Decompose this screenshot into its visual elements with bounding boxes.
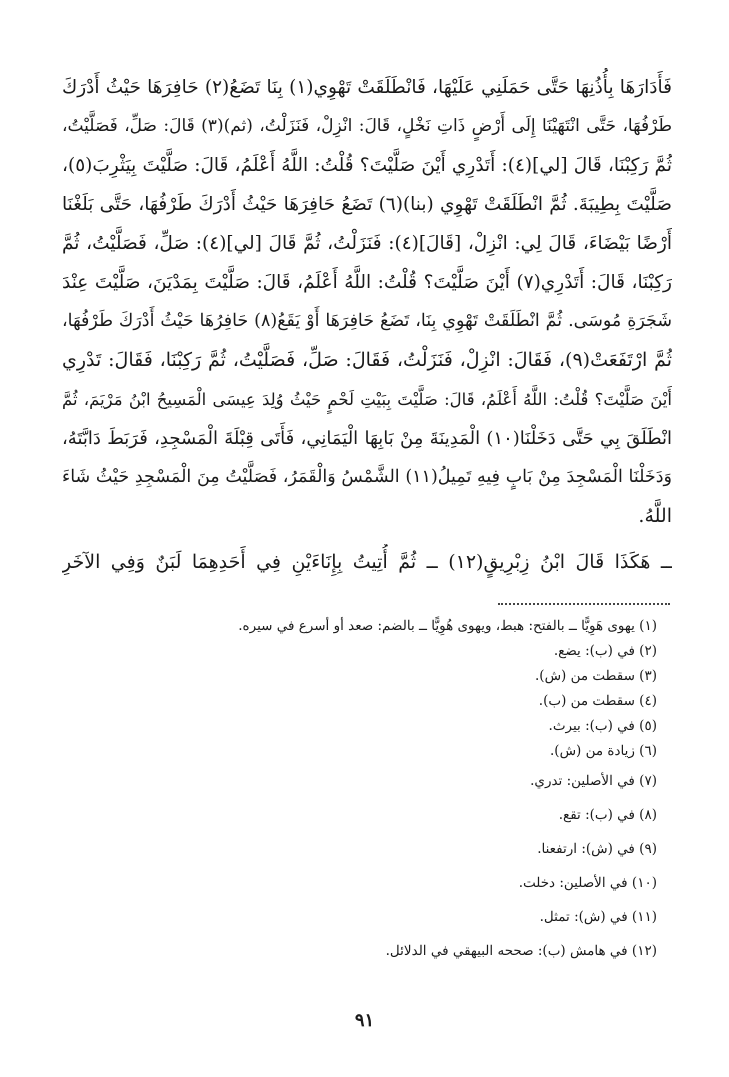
- footnote: (١٠) في الأصلين: دخلت.: [518, 875, 657, 891]
- footnote: (٩) في (ش): ارتفعنا.: [537, 841, 657, 857]
- text-line: شَجَرَةِ مُوسَى. ثُمَّ انْطَلَقَتْ تَهْوِي بِنَا، تَضَعُ حَافِرَهَا أَوْ يَقَعُ(٨) حَافِرُهَا حَيْثُ أَدْرَكَ طَرْفُهَا،: [62, 311, 672, 331]
- footnote: (٦) زيادة من (ش).: [550, 743, 657, 759]
- text-line: ثُمَّ رَكِبْنَا، قَالَ [لي](٤): أَتَدْرِي أَيْنَ صَلَّيْتَ؟ قُلْتُ: اللَّهُ أَعْلَمُ، قَالَ: صَلَّيْتَ بِيَثْرِبَ(٥)،: [62, 155, 672, 176]
- text-line: فَأَدَارَهَا بِأُذُنِهَا حَتَّى حَمَلَنِي عَلَيْهَا، فَانْطَلَقَتْ تَهْوِي(١) بِنَا تَضَعُ(٢) حَافِرَهَا حَيْثُ أَدْرَكَ: [62, 77, 672, 98]
- footnote: (٣) سقطت من (ش).: [535, 668, 657, 684]
- footnote: (٥) في (ب): بيرث.: [548, 718, 657, 734]
- text-line: صَلَّيْتَ بِطِيبَةَ. ثُمَّ انْطَلَقَتْ تَهْوِي (بنا)(٦) تَضَعُ حَافِرَهَا حَيْثُ أَدْرَكَ طَرْفُهَا، حَتَّى بَلَغْنَا: [62, 194, 672, 215]
- footnote: (١٢) في هامش (ب): صححه البيهقي في الدلائل.: [385, 943, 657, 959]
- text-line: رَكِبْنَا، قَالَ: أَتَدْرِي(٧) أَيْنَ صَلَّيْتَ؟ قُلْتُ: اللَّهُ أَعْلَمُ، قَالَ: صَلَّيْتَ بِمَدْيَنَ، صَلَّيْتَ عِنْدَ: [62, 272, 672, 293]
- text-line: انْطَلَقَ بِي حَتَّى دَخَلْنَا(١٠) الْمَدِينَةَ مِنْ بَابِهَا الْيَمَانِي، فَأَتَى قِبْلَةَ الْمَسْجِدِ، فَرَبَطَ دَابَّتَهُ،: [62, 428, 672, 449]
- main-text: [62, 68, 672, 536]
- text-line: طَرْفُهَا، حَتَّى انْتَهَيْنَا إِلَى أَرْضٍ ذَاتِ نَخْلٍ، قَالَ: انْزِلْ، فَنَزَلْتُ، (ثم)(٣) قَالَ: صَلِّ، فَصَلَّيْتُ،: [62, 116, 672, 136]
- text-line: وَدَخَلْنَا الْمَسْجِدَ مِنْ بَابٍ فِيهِ تَمِيلُ(١١) الشَّمْسُ وَالْقَمَرُ، فَصَلَّيْتُ مِنَ الْمَسْجِدِ حَيْثُ شَاءَ: [62, 467, 672, 487]
- footnote: (٧) في الأصلين: تدري.: [530, 773, 657, 789]
- footnotes: [187, 614, 657, 968]
- footnote: (٢) في (ب): يضع.: [553, 643, 657, 659]
- continuation-line: ــ هَكَذَا قَالَ ابْنُ زِبْرِيقٍ(١٢) ــ ثُمَّ أُتِيتُ بِإِنَاءَيْنِ فِي أَحَدِهِمَا لَبَنٌ وَفِي الآخَرِ: [62, 551, 672, 573]
- footnote: (٤) سقطت من (ب).: [538, 693, 657, 709]
- text-line: أَيْنَ صَلَّيْتَ؟ قُلْتُ: اللَّهُ أَعْلَمُ، قَالَ: صَلَّيْتَ بِبَيْتِ لَحْمٍ حَيْثُ وُلِدَ عِيسَى الْمَسِيحُ ابْنُ مَرْيَمَ، ثُمَّ: [62, 390, 672, 409]
- text-line: ثُمَّ ارْتَفَعَتْ(٩)، فَقَالَ: انْزِلْ، فَنَزَلْتُ، فَقَالَ: صَلِّ، فَصَلَّيْتُ، ثُمَّ رَكِبْنَا، فَقَالَ: تَدْرِي: [62, 349, 672, 371]
- text-line: اللَّهُ.: [638, 505, 672, 527]
- footnote: (٨) في (ب): تقع.: [558, 807, 657, 823]
- page-number: ٩١: [354, 1010, 375, 1031]
- footnote-divider: [498, 603, 670, 605]
- footnote: (١١) في (ش): تمثل.: [539, 909, 657, 925]
- footnote: (١) يهوى هَوِيًّا ــ بالفتح: هبط، ويهوى هُوِيًّا ــ بالضم: صعد أو أسرع في سيره.: [238, 618, 657, 634]
- text-line: أَرْضًا بَيْضَاءَ، قَالَ لِي: انْزِلْ، [قَالَ](٤): فَنَزَلْتُ، ثُمَّ قَالَ [لي](٤): صَلِّ، فَصَلَّيْتُ، ثُمَّ: [62, 233, 672, 254]
